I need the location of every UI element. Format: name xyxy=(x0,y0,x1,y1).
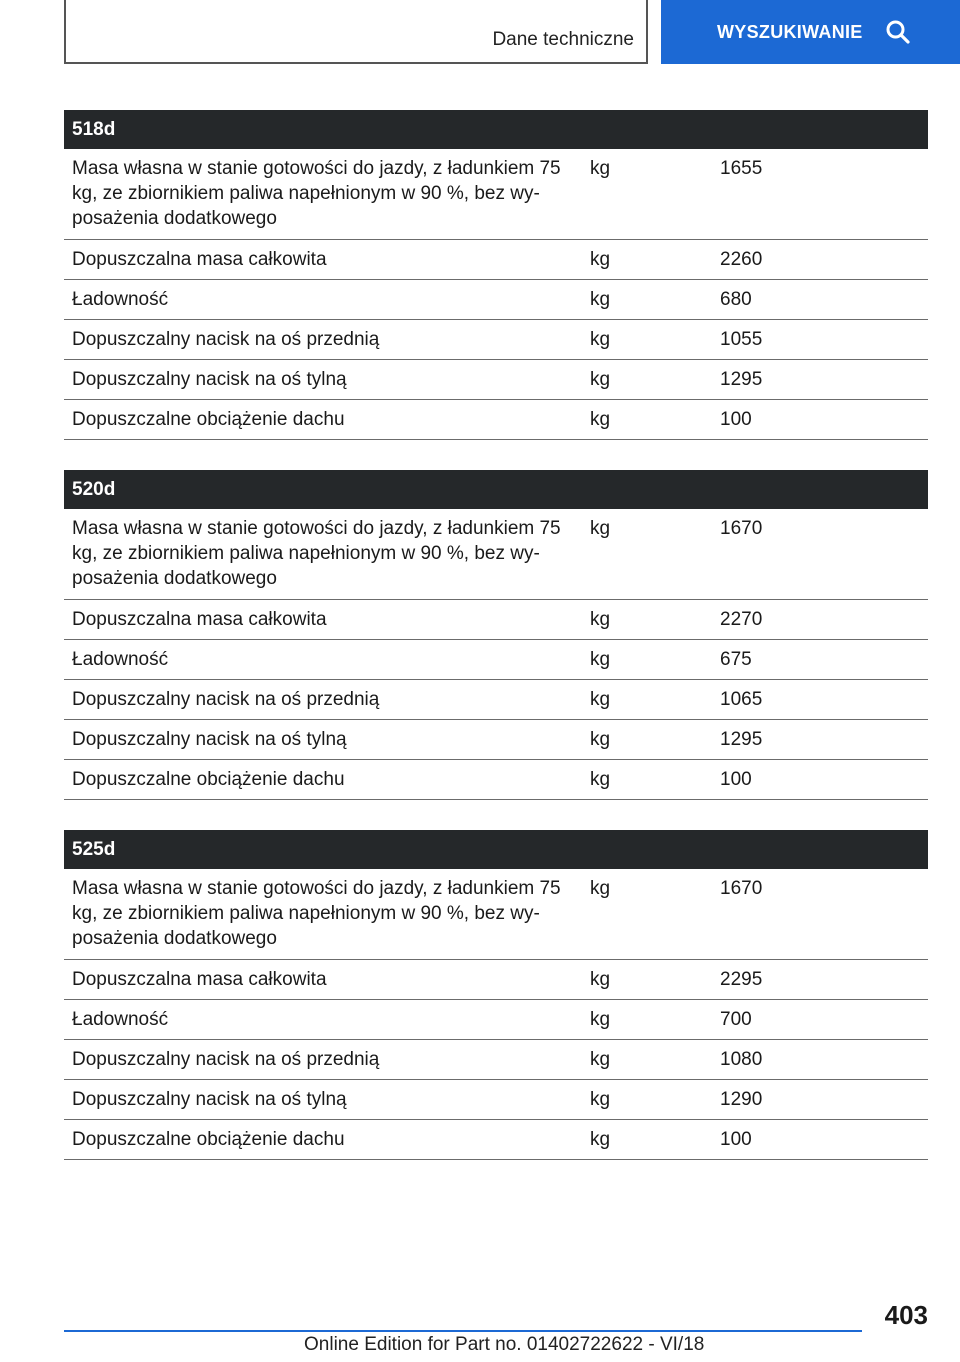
table-row xyxy=(64,960,928,1000)
row-label: Dopuszczalne obciążenie dachu xyxy=(72,769,345,790)
row-value: 2295 xyxy=(720,969,763,990)
row-unit: kg xyxy=(590,1089,611,1110)
page-number: 403 xyxy=(884,1300,928,1330)
search-button-label: WYSZUKIWANIE xyxy=(717,21,863,42)
row-label: Dopuszczalny nacisk na oś tylną xyxy=(72,729,347,750)
row-unit: kg xyxy=(590,769,611,790)
row-value: 1295 xyxy=(720,729,763,750)
row-unit: kg xyxy=(590,249,611,270)
search-button[interactable] xyxy=(661,0,960,64)
row-label: Masa własna w stanie gotowości do jazdy, z ładunkiem 75 kg, ze zbiornikiem paliwa napełnionym w 90 %, bez wyposażenia dodatkowego xyxy=(72,158,561,229)
section-header: 520d xyxy=(64,470,928,509)
row-label: Masa własna w stanie gotowości do jazdy, z ładunkiem 75 kg, ze zbiornikiem paliwa napełnionym w 90 %, bez wyposażenia dodatkowego xyxy=(72,518,561,589)
table-row xyxy=(64,280,928,320)
row-unit: kg xyxy=(590,1049,611,1070)
row-value: 1670 xyxy=(720,518,763,539)
row-unit: kg xyxy=(590,649,611,670)
row-unit: kg xyxy=(590,409,611,430)
spec-table-520d xyxy=(64,470,928,800)
row-label: Dopuszczalna masa całkowita xyxy=(72,969,327,990)
row-label: Dopuszczalny nacisk na oś tylną xyxy=(72,369,347,390)
row-value: 680 xyxy=(720,289,752,310)
row-unit: kg xyxy=(590,158,611,179)
row-unit: kg xyxy=(590,289,611,310)
row-label: Dopuszczalne obciążenie dachu xyxy=(72,1129,345,1150)
row-unit: kg xyxy=(590,729,611,750)
table-row xyxy=(64,720,928,760)
table-row xyxy=(64,149,928,240)
row-label: Masa własna w stanie gotowości do jazdy, z ładunkiem 75 kg, ze zbiornikiem paliwa napełnionym w 90 %, bez wyposażenia dodatkowego xyxy=(72,878,561,949)
row-label: Dopuszczalna masa całkowita xyxy=(72,609,327,630)
row-label: Dopuszczalny nacisk na oś przednią xyxy=(72,1049,380,1070)
row-label: Dopuszczalne obciążenie dachu xyxy=(72,409,345,430)
row-label: Dopuszczalny nacisk na oś tylną xyxy=(72,1089,347,1110)
row-value: 1055 xyxy=(720,329,763,350)
row-label: Dopuszczalny nacisk na oś przednią xyxy=(72,329,380,350)
page-title: Dane techniczne xyxy=(492,29,634,50)
table-row xyxy=(64,640,928,680)
table-row xyxy=(64,1120,928,1160)
row-value: 2260 xyxy=(720,249,763,270)
table-row xyxy=(64,1040,928,1080)
spec-table-525d xyxy=(64,830,928,1160)
row-label: Dopuszczalny nacisk na oś przednią xyxy=(72,689,380,710)
footer-edition-text: Online Edition for Part no. 01402722622 - VI/18 xyxy=(304,1334,705,1355)
row-value: 1065 xyxy=(720,689,763,710)
row-value: 1295 xyxy=(720,369,763,390)
search-icon xyxy=(885,19,911,45)
table-row xyxy=(64,869,928,960)
row-unit: kg xyxy=(590,1009,611,1030)
row-value: 100 xyxy=(720,1129,752,1150)
row-label: Ładowność xyxy=(72,289,169,310)
table-row xyxy=(64,509,928,600)
spec-table-518d xyxy=(64,110,928,440)
row-value: 1290 xyxy=(720,1089,763,1110)
row-value: 675 xyxy=(720,649,752,670)
table-row xyxy=(64,1000,928,1040)
table-row xyxy=(64,680,928,720)
footer-divider xyxy=(64,1330,862,1332)
row-label: Ładowność xyxy=(72,1009,169,1030)
row-value: 2270 xyxy=(720,609,763,630)
row-label: Dopuszczalna masa całkowita xyxy=(72,249,327,270)
table-row xyxy=(64,600,928,640)
table-row xyxy=(64,360,928,400)
section-header: 525d xyxy=(64,830,928,869)
row-unit: kg xyxy=(590,1129,611,1150)
header-box xyxy=(64,0,648,64)
table-row xyxy=(64,320,928,360)
table-row xyxy=(64,400,928,440)
row-unit: kg xyxy=(590,689,611,710)
table-row xyxy=(64,240,928,280)
row-label: Ładowność xyxy=(72,649,169,670)
row-value: 100 xyxy=(720,409,752,430)
row-value: 700 xyxy=(720,1009,752,1030)
table-row xyxy=(64,760,928,800)
row-unit: kg xyxy=(590,609,611,630)
row-unit: kg xyxy=(590,518,611,539)
row-unit: kg xyxy=(590,878,611,899)
row-unit: kg xyxy=(590,369,611,390)
row-value: 1080 xyxy=(720,1049,763,1070)
spec-tables xyxy=(64,110,928,1190)
section-header: 518d xyxy=(64,110,928,149)
row-value: 1655 xyxy=(720,158,763,179)
row-unit: kg xyxy=(590,969,611,990)
table-row xyxy=(64,1080,928,1120)
row-value: 1670 xyxy=(720,878,763,899)
row-value: 100 xyxy=(720,769,752,790)
row-unit: kg xyxy=(590,329,611,350)
